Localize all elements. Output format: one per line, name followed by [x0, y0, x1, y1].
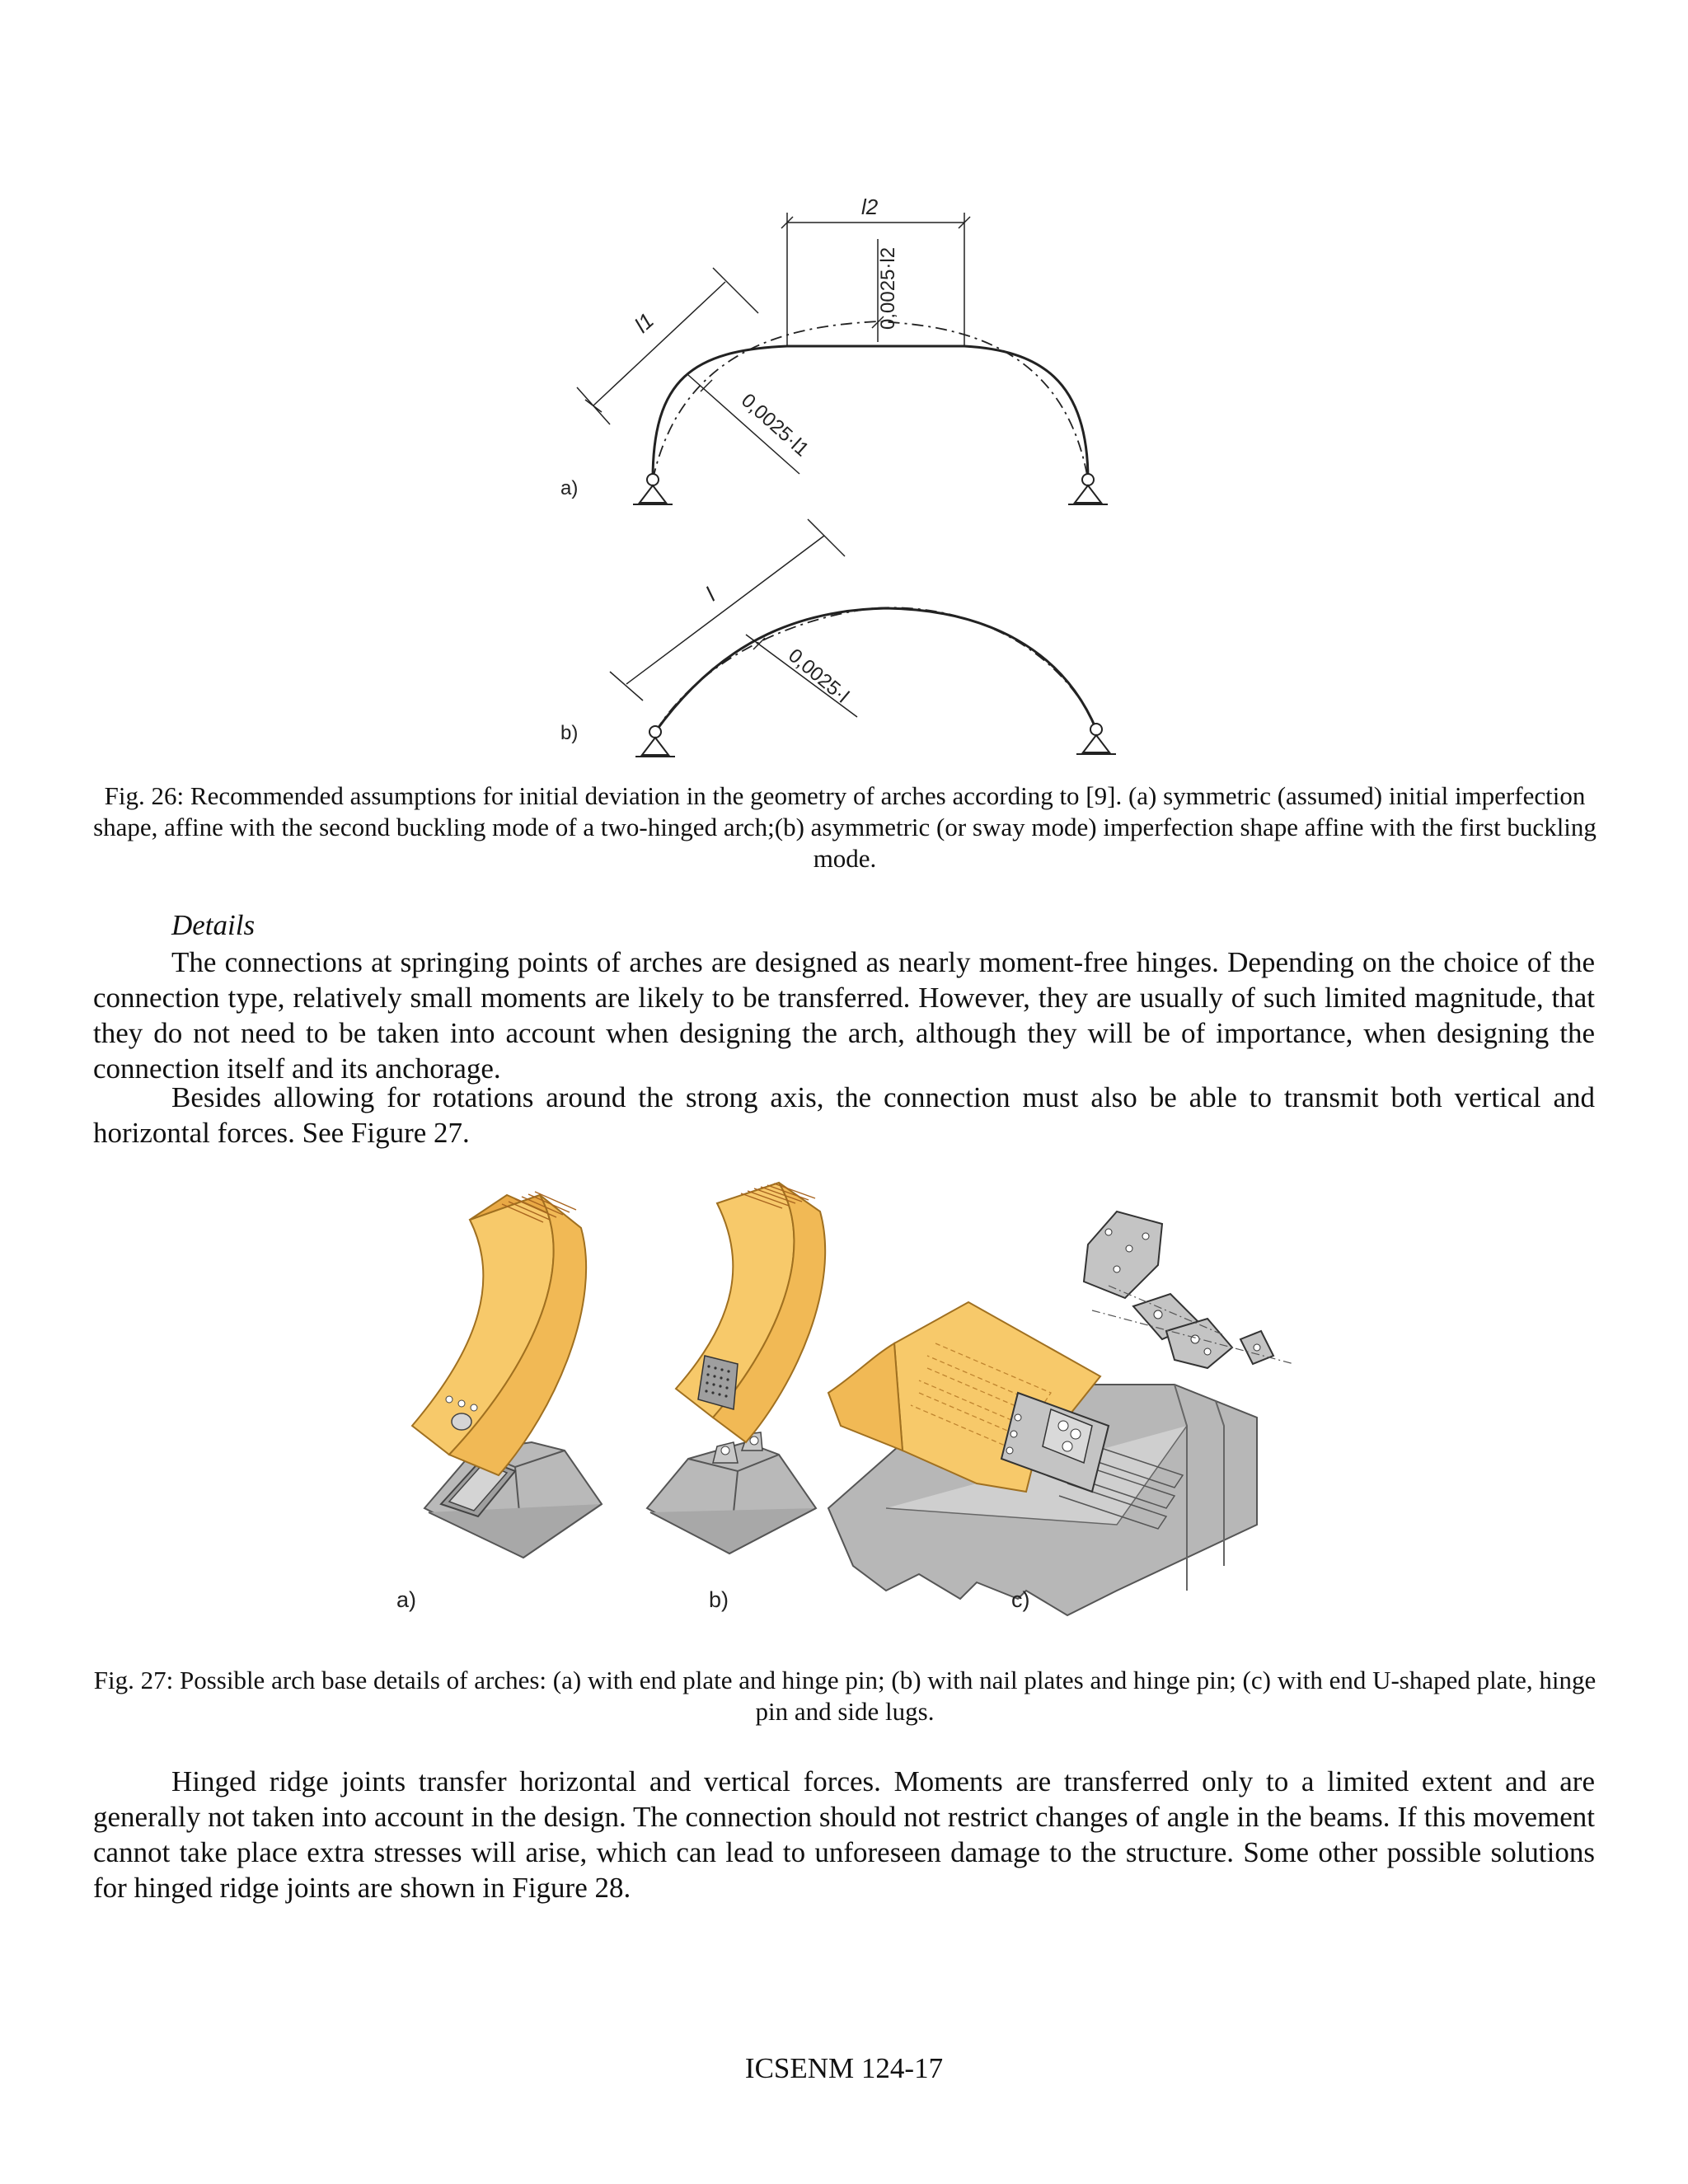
section-heading-details: Details [171, 909, 256, 941]
fig26-label-dev-l: 0,0025·l [784, 644, 853, 708]
figure-27 [392, 1179, 1315, 1624]
fig26-panel-a-label: a) [560, 477, 579, 499]
fig27-panel-c-label: c) [1011, 1587, 1030, 1612]
fig26-label-dev-l1: 0,0025·l1 [736, 389, 814, 462]
fig27-panel-b-label: b) [709, 1587, 729, 1612]
fig26-panel-b-label: b) [560, 722, 579, 744]
fig27-panel-c [828, 1212, 1294, 1615]
fig27-panel-a [412, 1192, 602, 1558]
paragraph-2 [93, 1080, 1595, 1151]
fig26-label-l2: l2 [861, 194, 879, 219]
fig26-panel-b [610, 519, 1116, 757]
fig27-panel-b [647, 1183, 825, 1554]
fig26-label-dev-l2: 0,0025·l2 [877, 246, 899, 330]
fig26-caption: Fig. 26: Recommended assumptions for initial deviation in the geometry of arches according to [9]. (a) symmetric (assumed) initial imperfection shape, affine with the second buckling mode of a two-hinged arch;(b) asymmetric (or sway mode) imperfection shape affine with the first buckling mode. [93, 781, 1597, 873]
paragraph-1-text: The connections at springing points of arches are designed as nearly moment-free hinges. Depending on the choice of the connection type, relatively small moments are likely to be transferred. However, they are usually of such limited magnitude, that they do not need to be taken into account when designing the arch, although they will be of importance, when designing the connection itself and its anchorage. [93, 946, 1595, 1085]
figure-26 [560, 190, 1137, 766]
fig26-label-l1: l1 [629, 307, 659, 338]
paragraph-2-text: Besides allowing for rotations around the strong axis, the connection must also be able to transmit both vertical and horizontal forces. See Figure 27. [93, 1081, 1595, 1149]
fig27-panel-a-label: a) [396, 1587, 417, 1612]
page-footer: ICSENM 124-17 [744, 2052, 944, 2084]
paragraph-3-text: Hinged ridge joints transfer horizontal and vertical forces. Moments are transferred only to a limited extent and are generally not taken into account in the design. The connection should not restrict changes of angle in the beams. If this movement cannot take place extra stresses will arise, which can lead to unforeseen damage to the structure. Some other possible solutions for hinged ridge joints are shown in Figure 28. [93, 1765, 1595, 1904]
fig26-panel-a [577, 213, 1108, 504]
paragraph-3 [93, 1764, 1595, 1905]
paragraph-1 [93, 944, 1595, 1086]
fig27-caption: Fig. 27: Possible arch base details of arches: (a) with end plate and hinge pin; (b) with nail plates and hinge pin; (c) with end U-shaped plate, hinge pin and side lugs. [93, 1666, 1597, 1726]
fig26-label-l: l [701, 583, 720, 606]
